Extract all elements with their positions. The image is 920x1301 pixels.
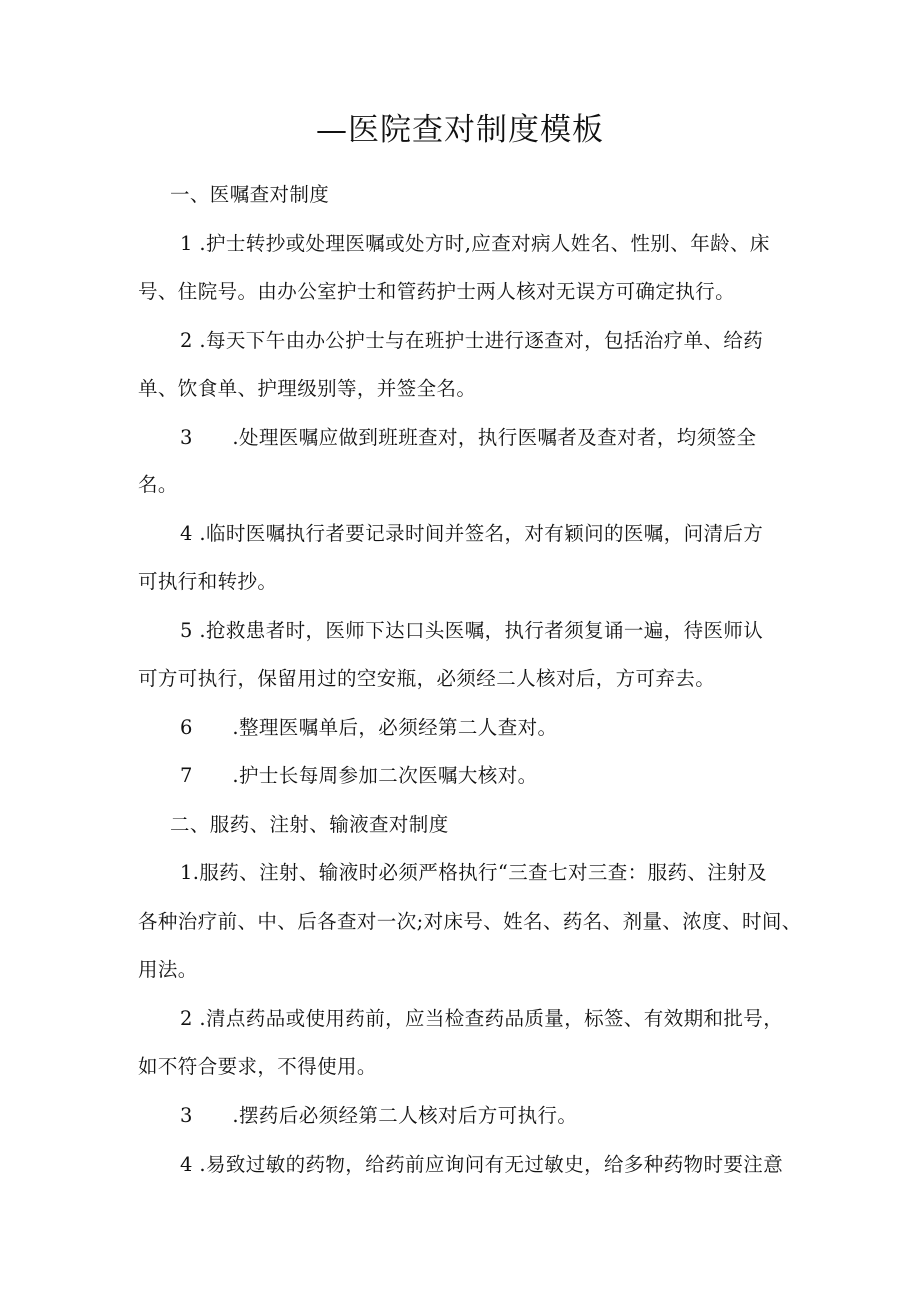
paragraph-line: 名。 <box>138 473 178 496</box>
document-title: —医院查对制度模板 <box>316 112 604 148</box>
paragraph-line: 2 .每天下午由办公护士与在班护士进行逐查对，包括治疗单、给药 <box>180 329 764 352</box>
paragraph-line: 6 .整理医嘱单后，必须经第二人查对。 <box>180 716 558 739</box>
paragraph-line: 如不符合要求，不得使用。 <box>138 1055 377 1078</box>
paragraph-line: 号、住院号。由办公室护士和管药护士两人核对无误方可确定执行。 <box>138 280 736 303</box>
paragraph-line: 3 .处理医嘱应做到班班查对，执行医嘱者及查对者，均须签全 <box>180 426 757 449</box>
paragraph-line: 1.服药、注射、输液时必须严格执行“三查七对三查：服药、注射及 <box>180 861 767 884</box>
paragraph-line: 用法。 <box>138 958 198 981</box>
paragraph-line: 可执行和转抄。 <box>138 570 278 593</box>
paragraph-line: 7 .护士长每周参加二次医嘱大核对。 <box>180 764 538 787</box>
paragraph-line: 各种治疗前、中、后各查对一次;对床号、姓名、药名、剂量、浓度、时间、 <box>138 910 802 933</box>
paragraph-line: 5 .抢救患者时，医师下达口头医嘱，执行者须复诵一遍，待医师认 <box>180 619 764 642</box>
paragraph-line: 3 .摆药后必须经第二人核对后方可执行。 <box>180 1104 578 1127</box>
paragraph-line: 可方可执行，保留用过的空安瓶，必须经二人核对后，方可弃去。 <box>138 667 716 690</box>
section-heading-2: 二、服药、注射、输液查对制度 <box>170 813 449 836</box>
paragraph-line: 4 .临时医嘱执行者要记录时间并签名，对有颖问的医嘱，问清后方 <box>180 522 764 545</box>
paragraph-line: 1 .护士转抄或处理医嘱或处方时,应查对病人姓名、性别、年龄、床 <box>180 232 770 255</box>
section-heading-1: 一、医嘱查对制度 <box>170 183 330 206</box>
paragraph-line: 单、饮食单、护理级别等，并签全名。 <box>138 377 477 400</box>
paragraph-line: 2 .清点药品或使用药前，应当检查药品质量，标签、有效期和批号， <box>180 1007 784 1030</box>
paragraph-line: 4 .易致过敏的药物，给药前应询问有无过敏史，给多种药物时要注意 <box>180 1153 784 1176</box>
